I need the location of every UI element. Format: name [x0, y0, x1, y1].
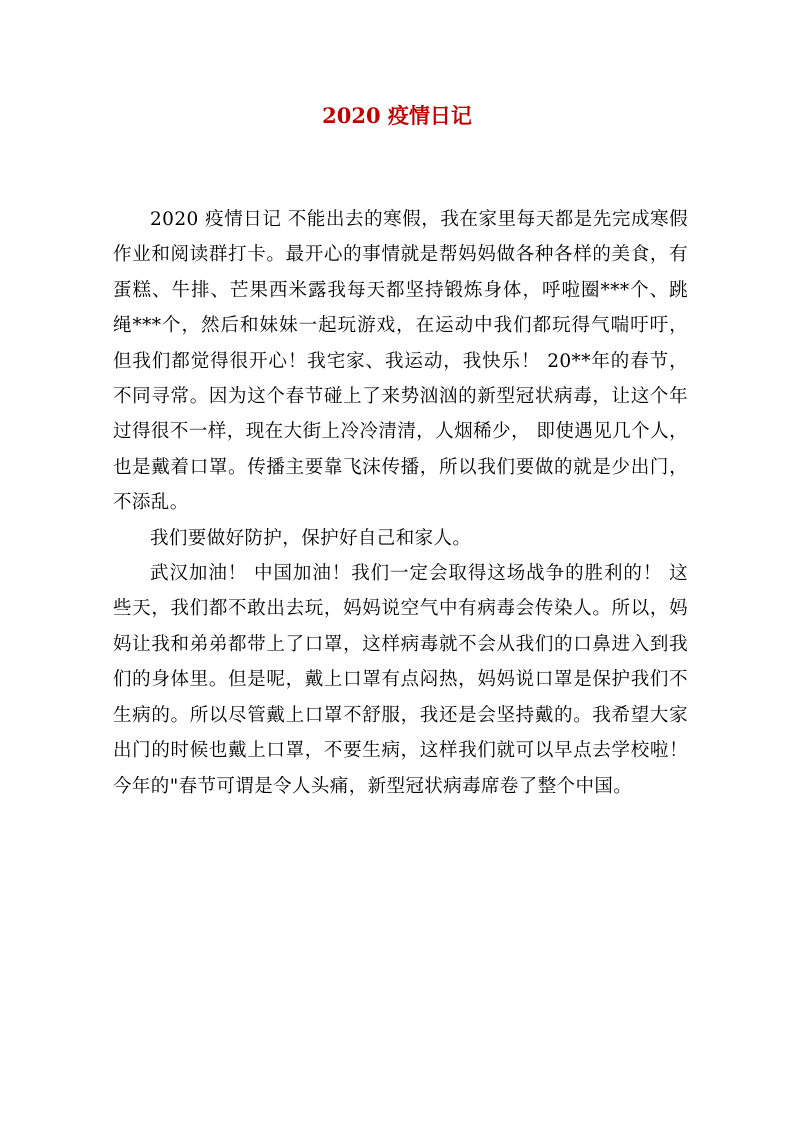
- paragraph: 我们要做好防护，保护好自己和家人。: [150, 527, 472, 549]
- paragraph: 2020 疫情日记 不能出去的寒假，我在家里每天都是先完成寒假作业和阅读群打卡。最开心的事情就是帮妈妈做各种各样的美食，有蛋糕、牛排、芒果西米露我每天都坚持锻炼身体，呼啦圈***个、跳绳***个，然后和妹妹一起玩游戏，在运动中我们都玩得气喘吁吁，但我们都觉得很开心！我宅家、我运动，我快乐！ 20**年的春节，不同寻常。因为这个春节碰上了来势汹汹的新型冠状病毒，让这个年过得很不一样，现在大街上冷冷清清，人烟稀少， 即使遇见几个人，也是戴着口罩。传播主要靠飞沫传播，所以我们要做的就是少出门，不添乱。: [113, 209, 688, 514]
- document-title: 2020 疫情日记: [322, 103, 472, 128]
- document-body: [113, 202, 688, 804]
- paragraph: 武汉加油！ 中国加油！我们一定会取得这场战争的胜利的！ 这些天，我们都不敢出去玩，妈妈说空气中有病毒会传染人。所以，妈妈让我和弟弟都带上了口罩，这样病毒就不会从我们的口鼻进入到我们的身体里。但是呢，戴上口罩有点闷热，妈妈说口罩是保护我们不生病的。所以尽管戴上口罩不舒服，我还是会坚持戴的。我希望大家出门的时候也戴上口罩，不要生病，这样我们就可以早点去学校啦！今年的"春节可谓是令人头痛，新型冠状病毒席卷了整个中国。: [113, 563, 688, 797]
